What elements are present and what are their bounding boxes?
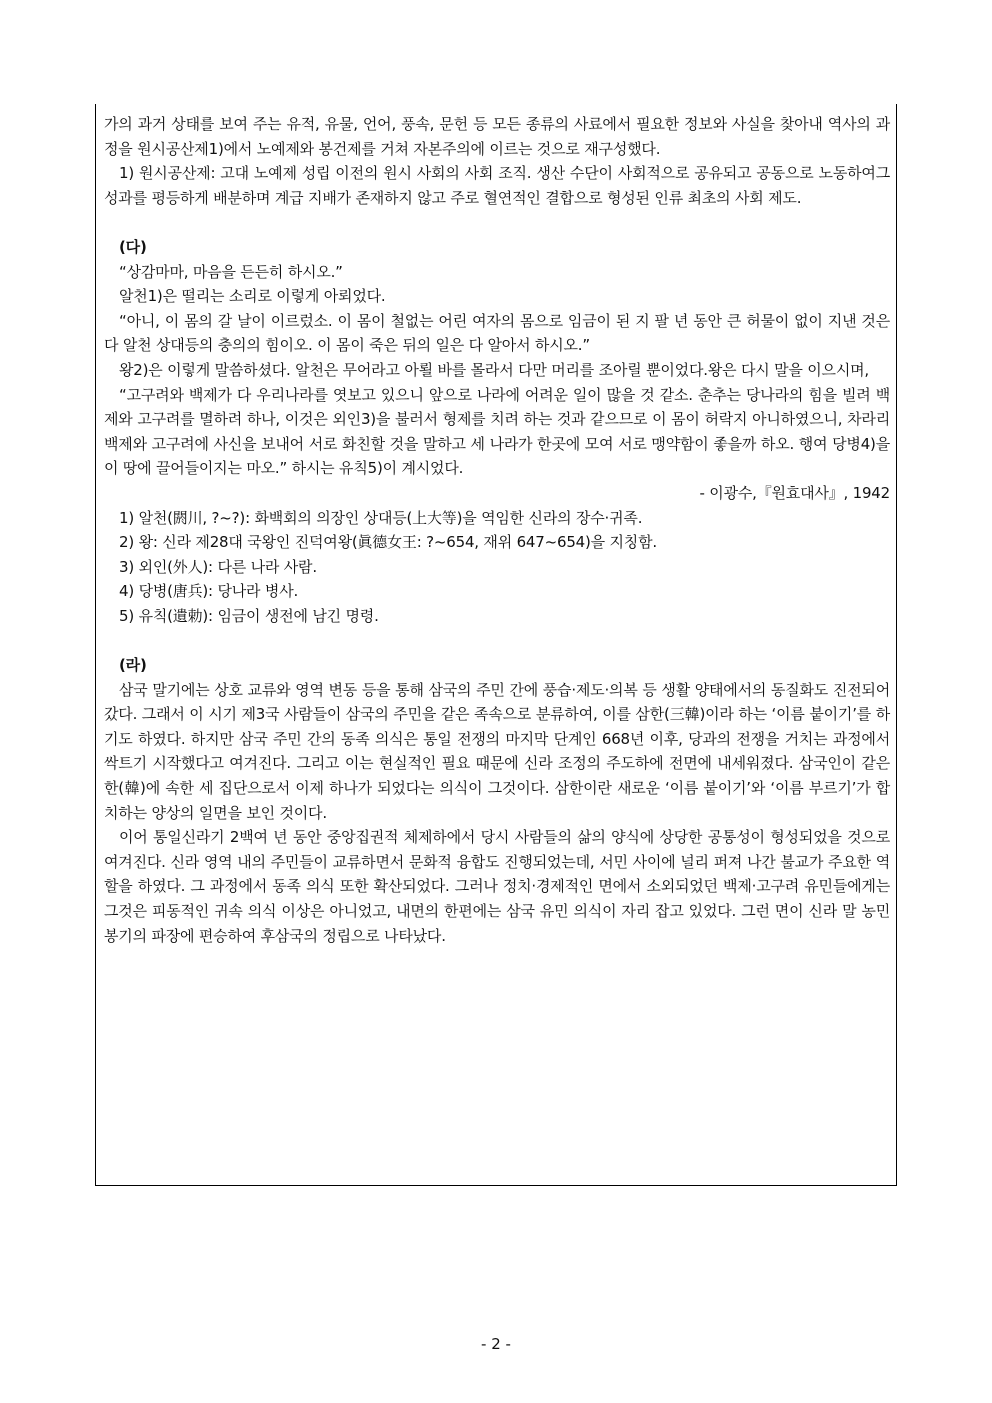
- intro-paragraph: 가의 과거 상태를 보여 주는 유적, 유물, 언어, 풍속, 문헌 등 모든 종류의 사료에서 필요한 정보와 사실을 찾아내 역사의 과정을 원시공산제1)에서 노예제와 봉건제를 거쳐 자본주의에 이르는 것으로 재구성했다.: [104, 115, 890, 158]
- section-ra-heading: (라): [119, 656, 147, 675]
- da-paragraph-3: “아니, 이 몸의 갈 날이 이르렀소. 이 몸이 철없는 어린 여자의 몸으로 임금이 된 지 팔 년 동안 큰 허물이 없이 지낸 것은 다 알천 상대등의 충의의 힘이오. 이 몸이 죽은 뒤의 일은 다 알아서 하시오.”: [104, 311, 890, 355]
- da-paragraph-5: “고구려와 백제가 다 우리나라를 엿보고 있으니 앞으로 나라에 어려운 일이 많을 것 같소. 춘추는 당나라의 힘을 빌려 백제와 고구려를 멸하려 하나, 이것은 외인3)을 불러서 형제를 치려 하는 것과 같으므로 이 몸이 허락지 아니하였으니, 차라리 백제와 고구려에 사신을 보내어 서로 화친할 것을 말하고 세 나라가 한곳에 모여 서로 맹약함이 좋을까 하오. 행여 당병4)을 이 땅에 끌어들이지는 마오.” 하시는 유칙5)이 계시었다.: [104, 385, 890, 478]
- section-gap: [104, 210, 890, 235]
- section-gap: [104, 628, 890, 653]
- ra-paragraph-2: 이어 통일신라기 2백여 년 동안 중앙집권적 체제하에서 당시 사람들의 삶의 양식에 상당한 공통성이 형성되었을 것으로 여겨진다. 신라 영역 내의 주민들이 교류하면서 문화적 융합도 진행되었는데, 서민 사이에 널리 퍼져 나간 불교가 주요한 역할을 하였다. 그 과정에서 동족 의식 또한 확산되었다. 그러나 정치·경제적인 면에서 소외되었던 백제·고구려 유민들에게는 그것은 피동적인 귀속 의식 이상은 아니었고, 내면의 한편에는 삼국 유민 의식이 자리 잡고 있었다. 그런 면이 신라 말 농민 봉기의 파장에 편승하여 후삼국의 정립으로 나타났다.: [104, 828, 890, 945]
- da-paragraph-2: 알천1)은 떨리는 소리로 이렇게 아뢰었다.: [119, 287, 386, 306]
- da-footnote: 1) 알천(閼川, ?~?): 화백회의 의장인 상대등(上大等)을 역임한 신라의 장수·귀족.: [119, 508, 643, 527]
- page-number: - 2 -: [481, 1335, 511, 1353]
- da-paragraph-4: 왕2)은 이렇게 말씀하셨다. 알천은 무어라고 아뢸 바를 몰라서 다만 머리를 조아릴 뿐이었다.왕은 다시 말을 이으시며,: [119, 360, 869, 379]
- ra-paragraph-1: 삼국 말기에는 상호 교류와 영역 변동 등을 통해 삼국의 주민 간에 풍습·제도·의복 등 생활 양태에서의 동질화도 진전되어 갔다. 그래서 이 시기 제3국 사람들이 삼국의 주민을 같은 족속으로 분류하여, 이를 삼한(三韓)이라 하는 ‘이름 붙이기’를 하기도 하였다. 하지만 삼국 주민 간의 동족 의식은 통일 전쟁의 마지막 단계인 668년 이후, 당과의 전쟁을 거치는 과정에서 싹트기 시작했다고 여겨진다. 그리고 이는 현실적인 필요 때문에 신라 조정의 주도하에 전면에 내세워졌다. 삼국인이 같은 한(韓)에 속한 세 집단으로서 이제 하나가 되었다는 의식이 그것이다. 삼한이란 새로운 ‘이름 붙이기’와 ‘이름 부르기’가 합치하는 양상의 일면을 보인 것이다.: [104, 680, 890, 822]
- section-da-heading: (다): [119, 237, 147, 256]
- passage-content: [104, 112, 890, 948]
- da-footnote: 2) 왕: 신라 제28대 국왕인 진덕여왕(眞德女王: ?~654, 재위 647~654)을 지칭함.: [119, 533, 657, 552]
- da-source-citation: - 이광수,『원효대사』, 1942: [699, 483, 890, 502]
- intro-footnote: 1) 원시공산제: 고대 노예제 성립 이전의 원시 사회의 사회 조직. 생산 수단이 사회적으로 공유되고 공동으로 노동하여그 성과를 평등하게 배분하며 계급 지배가 존재하지 않고 주로 혈연적인 결합으로 형성된 인류 최초의 사회 제도.: [104, 164, 890, 207]
- da-footnote: 5) 유칙(遺勅): 임금이 생전에 남긴 명령.: [119, 606, 379, 625]
- da-paragraph-1: “상감마마, 마음을 든든히 하시오.”: [119, 262, 343, 281]
- da-footnote: 3) 외인(外人): 다른 나라 사람.: [119, 557, 317, 576]
- da-footnote: 4) 당병(唐兵): 당나라 병사.: [119, 582, 299, 601]
